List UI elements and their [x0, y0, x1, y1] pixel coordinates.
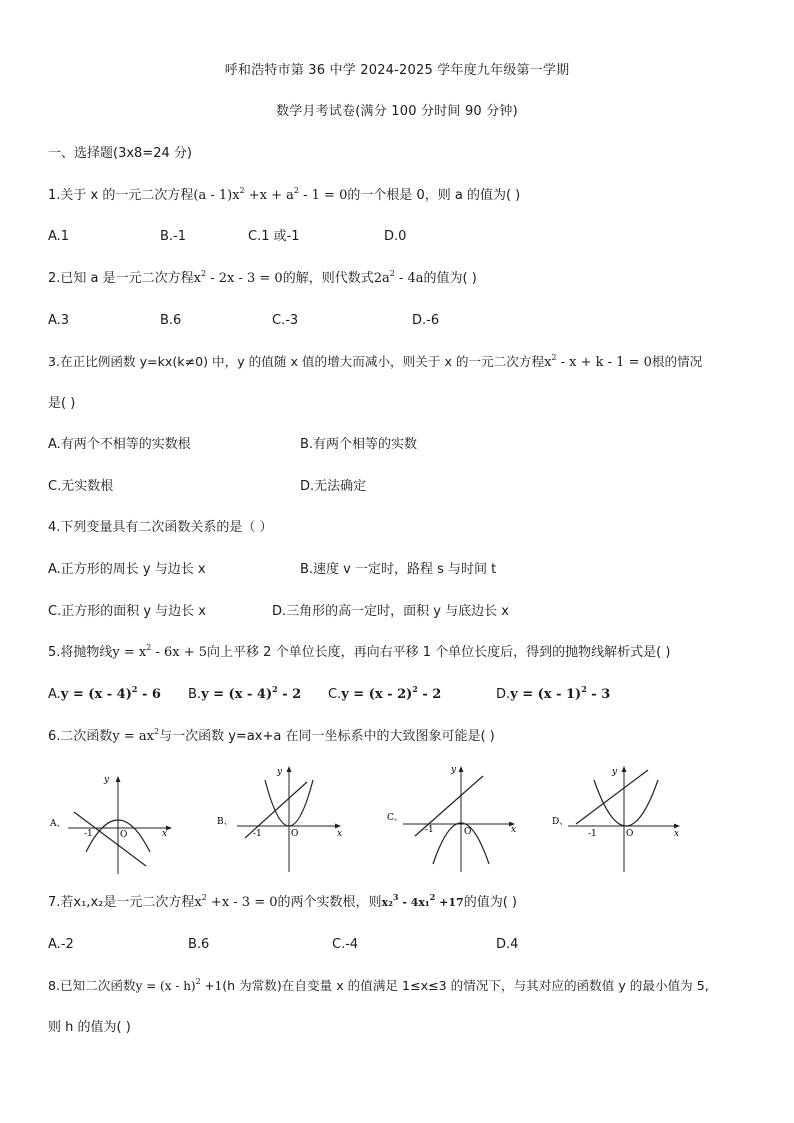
- svg-text:x: x: [674, 829, 680, 839]
- q5-option-c[interactable]: C.y = (x - 2)$^2$ - 2: [328, 684, 442, 702]
- q3-equation: $x^2 - x + k - 1 = 0$: [544, 353, 652, 370]
- q5-option-b[interactable]: B.y = (x - 4)$^2$ - 2: [188, 684, 302, 702]
- question-6: [48, 728, 495, 746]
- q1-option-d[interactable]: D.0: [384, 229, 407, 244]
- q6-graph-d[interactable]: [550, 762, 685, 877]
- q6-graph-a[interactable]: [48, 770, 178, 880]
- page-title: 呼和浩特市第 36 中学 2024-2025 学年度九年级第一学期: [224, 63, 570, 78]
- q5-stem-post: 向上平移 2 个单位长度，再向右平移 1 个单位长度后，得到的抛物线解析式是( ): [207, 645, 671, 660]
- q4-option-b[interactable]: B.速度 v 一定时，路程 s 与时间 t: [300, 562, 497, 577]
- q7-expression: x₂$^3$ - 4x₁$^2$ +17: [381, 892, 464, 909]
- q4-option-d[interactable]: D.三角形的高一定时，面积 y 与底边长 x: [272, 604, 509, 619]
- q3-stem-pre: 3.在正比例函数 y=kx(k≠0) 中，y 的值随 x 值的增大而减小，则关于 x 的一元二次方程: [48, 354, 545, 369]
- q2-option-c[interactable]: C.-3: [272, 313, 299, 328]
- svg-text:x: x: [511, 825, 517, 835]
- q2-stem-post: 的值为( ): [423, 271, 477, 286]
- svg-text:y: y: [277, 767, 283, 777]
- question-5: [48, 644, 670, 662]
- question-4: 4.下列变量具有二次函数关系的是（ ）: [48, 520, 273, 535]
- section-heading: 一、选择题(3x8=24 分): [48, 146, 192, 161]
- q7-stem-post: 的值为( ): [463, 895, 517, 910]
- page-subtitle: 数学月考试卷(满分 100 分时间 90 分钟): [276, 104, 518, 119]
- q5-equation: $y = x^2 - 6x + 5$: [112, 643, 208, 660]
- q1-option-a[interactable]: A.1: [48, 229, 70, 244]
- q7-stem-pre: 7.若x₁,x₂是一元二次方程: [48, 895, 195, 910]
- q7-option-c[interactable]: C.-4: [332, 937, 359, 952]
- svg-text:y: y: [612, 767, 618, 777]
- q2-option-d[interactable]: D.-6: [412, 313, 440, 328]
- svg-text:y: y: [104, 775, 110, 785]
- q4-option-a[interactable]: A.正方形的周长 y 与边长 x: [48, 562, 206, 577]
- q6-stem-pre: 6.二次函数: [48, 729, 113, 744]
- q2-stem-pre: 2.已知 a 是一元二次方程: [48, 271, 194, 286]
- q3-stem-cont: 是( ): [48, 396, 76, 411]
- q6-stem-post: 与一次函数 y=ax+a 在同一坐标系中的大致图象可能是( ): [159, 729, 495, 744]
- q6-graph-b[interactable]: [215, 762, 345, 877]
- question-2: [48, 270, 477, 288]
- svg-text:O: O: [464, 827, 472, 837]
- q2-option-a[interactable]: A.3: [48, 313, 70, 328]
- q5-stem-pre: 5.将抛物线: [48, 645, 113, 660]
- q5-option-a[interactable]: A.y = (x - 4)$^2$ - 6: [48, 684, 161, 702]
- q2-stem-mid: 的解，则代数式: [282, 271, 374, 286]
- svg-text:-1: -1: [425, 825, 434, 835]
- svg-text:O: O: [120, 830, 128, 840]
- svg-text:O: O: [626, 829, 634, 839]
- q7-stem-mid: 的两个实数根，则: [277, 895, 382, 910]
- question-7: [48, 894, 517, 912]
- q3-option-c[interactable]: C.无实数根: [48, 479, 114, 494]
- svg-text:y: y: [451, 765, 457, 775]
- svg-text:O: O: [291, 829, 299, 839]
- svg-text:-1: -1: [588, 829, 597, 839]
- svg-text:x: x: [162, 829, 168, 839]
- q7-option-d[interactable]: D.4: [496, 937, 519, 952]
- svg-text:C、: C、: [387, 813, 403, 823]
- question-3: [48, 353, 702, 372]
- q3-option-d[interactable]: D.无法确定: [300, 479, 367, 494]
- q2-equation: $x^2 - 2x - 3 = 0$: [193, 269, 283, 286]
- q4-option-c[interactable]: C.正方形的面积 y 与边长 x: [48, 604, 206, 619]
- q3-stem-post: 根的情况: [651, 354, 703, 369]
- q1-stem-post: 的一个根是 0，则 a 的值为( ): [347, 188, 521, 203]
- svg-text:B、: B、: [217, 817, 233, 827]
- q1-option-c[interactable]: C.1 或-1: [248, 229, 300, 244]
- q8-stem-cont: 则 h 的值为( ): [48, 1020, 131, 1035]
- q8-stem-post: (h 为常数)在自变量 x 的值满足 1≤x≤3 的情况下，与其对应的函数值 y 的最小值为 5,: [222, 978, 709, 993]
- svg-text:-1: -1: [84, 829, 93, 839]
- graph-a-letter: A、: [50, 819, 66, 829]
- svg-text:D、: D、: [552, 817, 569, 827]
- question-8: [48, 977, 709, 995]
- q1-equation: $(a - 1)x^2 +x + a^2 - 1 = 0$: [193, 186, 348, 203]
- q7-option-b[interactable]: B.6: [188, 937, 210, 952]
- q5-option-d[interactable]: D.y = (x - 1)$^2$ - 3: [496, 684, 611, 702]
- q1-stem-pre: 1.关于 x 的一元二次方程: [48, 188, 194, 203]
- q2-option-b[interactable]: B.6: [160, 313, 182, 328]
- q2-expression: $2a^2 - 4a$: [373, 269, 424, 286]
- q6-graph-c[interactable]: [385, 762, 520, 877]
- question-1: [48, 187, 520, 205]
- q3-option-a[interactable]: A.有两个不相等的实数根: [48, 437, 191, 452]
- q7-option-a[interactable]: A.-2: [48, 937, 74, 952]
- q8-equation: y = (x - h)$^2$ +1: [135, 977, 223, 993]
- q3-option-b[interactable]: B.有两个相等的实数: [300, 437, 418, 452]
- q6-equation: $y = ax^2$: [112, 727, 160, 744]
- q8-stem-pre: 8.已知二次函数: [48, 978, 136, 993]
- q1-option-b[interactable]: B.-1: [160, 229, 187, 244]
- svg-text:-1: -1: [253, 829, 262, 839]
- q7-equation: $x^2 +x - 3 = 0$: [194, 893, 278, 910]
- svg-text:x: x: [337, 829, 343, 839]
